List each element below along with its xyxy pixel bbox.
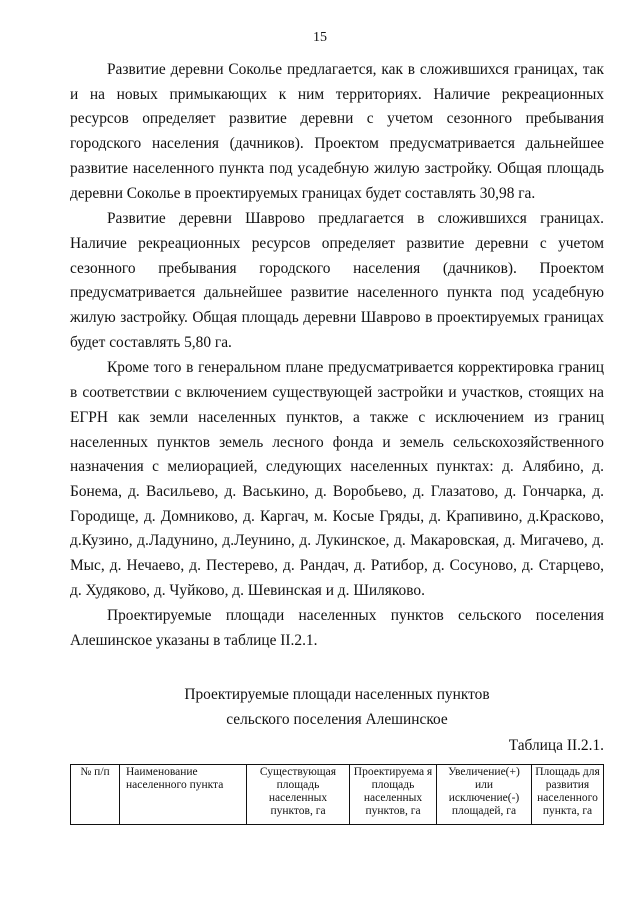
header-projected-area: Проектируема я площадь населенных пунктов, га: [350, 765, 437, 825]
header-number: № п/п: [71, 765, 120, 825]
header-development-area: Площадь для развития населенного пункта, га: [532, 765, 604, 825]
areas-table: [70, 764, 604, 825]
table-title-line1: Проектируемые площади населенных пунктов: [184, 686, 490, 703]
table-header-row: [71, 765, 604, 825]
table-title-line2: сельского поселения Алешинское: [226, 711, 448, 728]
header-change-area: Увеличение(+) или исключение(-) площадей, га: [437, 765, 532, 825]
table-label: Таблица II.2.1.: [508, 737, 604, 754]
page-number: 15: [313, 30, 327, 45]
header-existing-area: Существующая площадь населенных пунктов, га: [247, 765, 350, 825]
header-name: Наименование населенного пункта: [120, 765, 247, 825]
body-text: [70, 58, 604, 655]
paragraph-shavrovo: Развитие деревни Шаврово предлагается в сложившихся границах. Наличие рекреационных ресурсов определяет развитие деревни с учетом сезонного пребывания городского населения (дачников). Проектом предусматривается дальнейшее развитие населенного пункта под усадебную жилую застройку. Общая площадь деревни Шаврово в проектируемых границах будет составлять 5,80 га.: [70, 210, 604, 351]
paragraph-sokolye: Развитие деревни Сокольe предлагается, как в сложившихся границах, так и на новых примыкающих к ним территориях. Наличие рекреационных ресурсов определяет развитие деревни с учетом сезонного пребывания городского населения (дачников). Проектом предусматривается дальнейшее развитие населенного пункта под усадебную жилую застройку. Общая площадь деревни Соколье в проектируемых границах будет составлять 30,98 га.: [70, 61, 604, 202]
paragraph-table-reference: Проектируемые площади населенных пунктов сельского поселения Алешинское указаны в таблице II.2.1.: [70, 607, 604, 650]
paragraph-boundary-correction: Кроме того в генеральном плане предусматривается корректировка границ в соответствии с включением существующей застройки и участков, стоящих на ЕГРН как земли населенных пунктов, а также с исключением из границ населенных пунктов земель лесного фонда и земель сельскохозяйственного назначения с мелиорацией, следующих населенных пунктах: д. Алябино, д. Бонема, д. Васильево, д. Васькино, д. Воробьево, д. Глазатово, д. Гончарка, д. Городище, д. Домниково, д. Каргач, м. Косые Гряды, д. Крапивино, д.Красково, д.Кузино, д.Ладунино, д.Леунино, д. Лукинское, д. Макаровская, д. Мигачево, д. Мыс, д. Нечаево, д. Пестерево, д. Рандач, д. Ратибор, д. Сосуново, д. Старцево, д. Худяково, д. Чуйково, д. Шевинская и д. Шиляково.: [70, 359, 604, 599]
